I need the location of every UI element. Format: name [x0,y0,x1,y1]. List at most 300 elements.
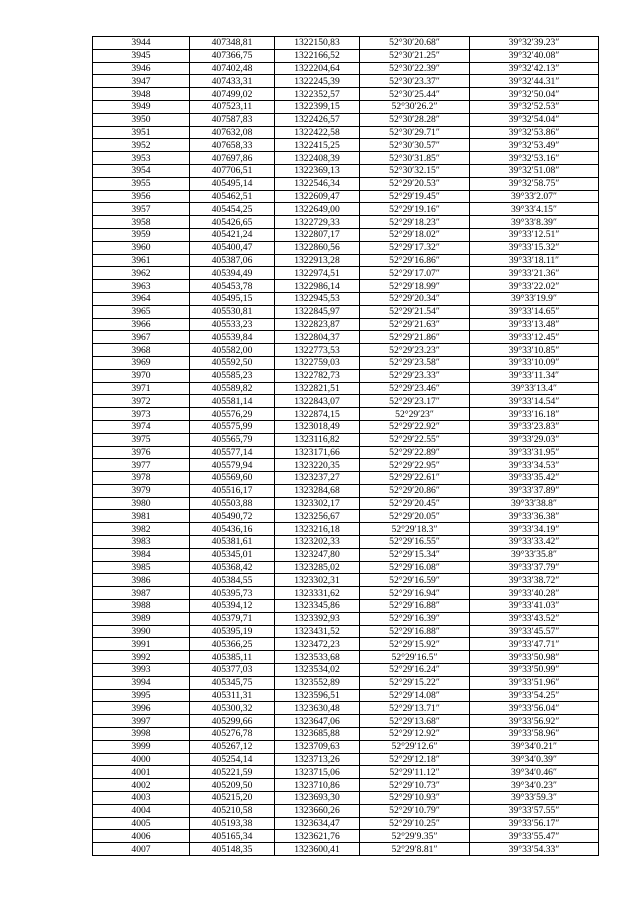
latitude-cell: 52°29′21.54″ [360,305,470,318]
point-number-cell: 3976 [93,446,190,459]
longitude-cell: 39°33′34.19″ [470,523,599,536]
coordinates-table [92,36,599,856]
point-number-cell: 3994 [93,676,190,689]
y-coordinate-cell: 1323392,93 [275,612,360,625]
latitude-cell: 52°29′20.34″ [360,292,470,305]
y-coordinate-cell: 1323220,35 [275,459,360,472]
latitude-cell: 52°29′17.32″ [360,241,470,254]
table-row [93,664,599,677]
point-number-cell: 3995 [93,689,190,702]
table-row [93,817,599,830]
longitude-cell: 39°33′22.02″ [470,280,599,293]
x-coordinate-cell: 407402,48 [190,62,275,75]
point-number-cell: 3946 [93,62,190,75]
y-coordinate-cell: 1322166,52 [275,49,360,62]
longitude-cell: 39°33′2.07″ [470,190,599,203]
point-number-cell: 3951 [93,126,190,139]
x-coordinate-cell: 405148,35 [190,843,275,856]
latitude-cell: 52°29′12.92″ [360,728,470,741]
latitude-cell: 52°29′16.55″ [360,536,470,549]
x-coordinate-cell: 405193,38 [190,817,275,830]
longitude-cell: 39°33′43.52″ [470,612,599,625]
latitude-cell: 52°29′22.92″ [360,420,470,433]
table-row [93,766,599,779]
table-row [93,548,599,561]
y-coordinate-cell: 1323431,52 [275,625,360,638]
longitude-cell: 39°32′50.04″ [470,88,599,101]
y-coordinate-cell: 1322821,51 [275,382,360,395]
longitude-cell: 39°33′29.03″ [470,433,599,446]
latitude-cell: 52°30′20.68″ [360,37,470,50]
latitude-cell: 52°29′16.88″ [360,600,470,613]
table-row [93,305,599,318]
point-number-cell: 4000 [93,753,190,766]
table-row [93,267,599,280]
x-coordinate-cell: 405592,50 [190,356,275,369]
y-coordinate-cell: 1322845,97 [275,305,360,318]
point-number-cell: 3945 [93,49,190,62]
point-number-cell: 3957 [93,203,190,216]
x-coordinate-cell: 405379,71 [190,612,275,625]
latitude-cell: 52°29′18.99″ [360,280,470,293]
point-number-cell: 3971 [93,382,190,395]
y-coordinate-cell: 1323715,06 [275,766,360,779]
table-row [93,779,599,792]
y-coordinate-cell: 1322874,15 [275,408,360,421]
y-coordinate-cell: 1322150,83 [275,37,360,50]
longitude-cell: 39°33′19.9″ [470,292,599,305]
point-number-cell: 3991 [93,638,190,651]
latitude-cell: 52°29′14.08″ [360,689,470,702]
y-coordinate-cell: 1323216,18 [275,523,360,536]
x-coordinate-cell: 407499,02 [190,88,275,101]
x-coordinate-cell: 405300,32 [190,702,275,715]
x-coordinate-cell: 405516,17 [190,484,275,497]
longitude-cell: 39°33′37.89″ [470,484,599,497]
longitude-cell: 39°33′59.3″ [470,792,599,805]
x-coordinate-cell: 405221,59 [190,766,275,779]
longitude-cell: 39°32′54.04″ [470,113,599,126]
longitude-cell: 39°34′0.39″ [470,753,599,766]
x-coordinate-cell: 405582,00 [190,344,275,357]
x-coordinate-cell: 407697,86 [190,152,275,165]
point-number-cell: 3986 [93,574,190,587]
y-coordinate-cell: 1323600,41 [275,843,360,856]
longitude-cell: 39°33′34.53″ [470,459,599,472]
table-row [93,625,599,638]
table-row [93,792,599,805]
point-number-cell: 3952 [93,139,190,152]
y-coordinate-cell: 1322974,51 [275,267,360,280]
latitude-cell: 52°29′10.73″ [360,779,470,792]
longitude-cell: 39°33′40.28″ [470,587,599,600]
x-coordinate-cell: 405395,19 [190,625,275,638]
table-row [93,728,599,741]
table-row [93,228,599,241]
table-row [93,344,599,357]
latitude-cell: 52°29′12.18″ [360,753,470,766]
x-coordinate-cell: 405503,88 [190,497,275,510]
longitude-cell: 39°33′36.38″ [470,510,599,523]
table-row [93,241,599,254]
longitude-cell: 39°33′56.04″ [470,702,599,715]
latitude-cell: 52°29′16.08″ [360,561,470,574]
x-coordinate-cell: 405368,42 [190,561,275,574]
longitude-cell: 39°33′38.8″ [470,497,599,510]
table-row [93,523,599,536]
y-coordinate-cell: 1322352,57 [275,88,360,101]
x-coordinate-cell: 405381,61 [190,536,275,549]
point-number-cell: 3974 [93,420,190,433]
coordinates-table-body [93,37,599,856]
y-coordinate-cell: 1323237,27 [275,472,360,485]
y-coordinate-cell: 1323256,67 [275,510,360,523]
y-coordinate-cell: 1322369,13 [275,164,360,177]
latitude-cell: 52°29′16.59″ [360,574,470,587]
y-coordinate-cell: 1322782,73 [275,369,360,382]
table-row [93,37,599,50]
longitude-cell: 39°33′15.32″ [470,241,599,254]
x-coordinate-cell: 405539,84 [190,331,275,344]
latitude-cell: 52°29′21.86″ [360,331,470,344]
longitude-cell: 39°33′41.03″ [470,600,599,613]
point-number-cell: 3988 [93,600,190,613]
y-coordinate-cell: 1323018,49 [275,420,360,433]
point-number-cell: 3973 [93,408,190,421]
y-coordinate-cell: 1323630,48 [275,702,360,715]
longitude-cell: 39°33′14.65″ [470,305,599,318]
x-coordinate-cell: 407658,33 [190,139,275,152]
y-coordinate-cell: 1322408,39 [275,152,360,165]
point-number-cell: 3967 [93,331,190,344]
y-coordinate-cell: 1323710,86 [275,779,360,792]
point-number-cell: 3959 [93,228,190,241]
table-row [93,689,599,702]
y-coordinate-cell: 1323647,06 [275,715,360,728]
y-coordinate-cell: 1323693,30 [275,792,360,805]
latitude-cell: 52°29′15.22″ [360,676,470,689]
table-row [93,331,599,344]
y-coordinate-cell: 1323533,68 [275,651,360,664]
table-row [93,164,599,177]
y-coordinate-cell: 1322804,37 [275,331,360,344]
x-coordinate-cell: 407523,11 [190,100,275,113]
latitude-cell: 52°30′25.44″ [360,88,470,101]
point-number-cell: 3998 [93,728,190,741]
y-coordinate-cell: 1323202,33 [275,536,360,549]
point-number-cell: 3947 [93,75,190,88]
y-coordinate-cell: 1323660,26 [275,804,360,817]
latitude-cell: 52°29′23.33″ [360,369,470,382]
latitude-cell: 52°30′26.2″ [360,100,470,113]
latitude-cell: 52°29′21.63″ [360,318,470,331]
point-number-cell: 4003 [93,792,190,805]
y-coordinate-cell: 1322649,00 [275,203,360,216]
latitude-cell: 52°29′13.71″ [360,702,470,715]
point-number-cell: 4007 [93,843,190,856]
latitude-cell: 52°29′23.17″ [360,395,470,408]
point-number-cell: 3981 [93,510,190,523]
longitude-cell: 39°34′0.46″ [470,766,599,779]
point-number-cell: 3956 [93,190,190,203]
x-coordinate-cell: 405267,12 [190,740,275,753]
latitude-cell: 52°29′16.94″ [360,587,470,600]
longitude-cell: 39°33′10.85″ [470,344,599,357]
latitude-cell: 52°29′16.88″ [360,625,470,638]
x-coordinate-cell: 405276,78 [190,728,275,741]
y-coordinate-cell: 1322426,57 [275,113,360,126]
x-coordinate-cell: 405394,49 [190,267,275,280]
point-number-cell: 3980 [93,497,190,510]
x-coordinate-cell: 407433,31 [190,75,275,88]
point-number-cell: 4005 [93,817,190,830]
table-row [93,497,599,510]
longitude-cell: 39°33′56.92″ [470,715,599,728]
longitude-cell: 39°33′50.98″ [470,651,599,664]
x-coordinate-cell: 405395,73 [190,587,275,600]
point-number-cell: 3948 [93,88,190,101]
latitude-cell: 52°29′22.95″ [360,459,470,472]
table-row [93,203,599,216]
y-coordinate-cell: 1323472,23 [275,638,360,651]
y-coordinate-cell: 1323171,66 [275,446,360,459]
x-coordinate-cell: 405576,29 [190,408,275,421]
table-row [93,638,599,651]
y-coordinate-cell: 1323713,26 [275,753,360,766]
table-row [93,395,599,408]
latitude-cell: 52°29′19.16″ [360,203,470,216]
point-number-cell: 4004 [93,804,190,817]
x-coordinate-cell: 405533,23 [190,318,275,331]
x-coordinate-cell: 405454,25 [190,203,275,216]
point-number-cell: 3949 [93,100,190,113]
longitude-cell: 39°34′0.23″ [470,779,599,792]
y-coordinate-cell: 1323552,89 [275,676,360,689]
longitude-cell: 39°33′54.33″ [470,843,599,856]
table-row [93,369,599,382]
x-coordinate-cell: 407706,51 [190,164,275,177]
x-coordinate-cell: 405345,01 [190,548,275,561]
y-coordinate-cell: 1322913,28 [275,254,360,267]
y-coordinate-cell: 1323534,02 [275,664,360,677]
x-coordinate-cell: 405387,06 [190,254,275,267]
x-coordinate-cell: 405426,65 [190,216,275,229]
y-coordinate-cell: 1322422,58 [275,126,360,139]
longitude-cell: 39°33′23.83″ [470,420,599,433]
y-coordinate-cell: 1322609,47 [275,190,360,203]
latitude-cell: 52°30′31.85″ [360,152,470,165]
latitude-cell: 52°29′18.23″ [360,216,470,229]
longitude-cell: 39°33′12.51″ [470,228,599,241]
latitude-cell: 52°29′20.45″ [360,497,470,510]
x-coordinate-cell: 405585,23 [190,369,275,382]
point-number-cell: 3977 [93,459,190,472]
y-coordinate-cell: 1322204,64 [275,62,360,75]
latitude-cell: 52°29′23.58″ [360,356,470,369]
table-row [93,651,599,664]
longitude-cell: 39°33′54.25″ [470,689,599,702]
table-row [93,702,599,715]
y-coordinate-cell: 1323621,76 [275,830,360,843]
table-row [93,587,599,600]
point-number-cell: 3989 [93,612,190,625]
longitude-cell: 39°33′58.96″ [470,728,599,741]
point-number-cell: 3954 [93,164,190,177]
point-number-cell: 4002 [93,779,190,792]
point-number-cell: 3968 [93,344,190,357]
longitude-cell: 39°33′47.71″ [470,638,599,651]
longitude-cell: 39°32′58.75″ [470,177,599,190]
latitude-cell: 52°29′23″ [360,408,470,421]
x-coordinate-cell: 405530,81 [190,305,275,318]
table-row [93,190,599,203]
y-coordinate-cell: 1322986,14 [275,280,360,293]
y-coordinate-cell: 1322807,17 [275,228,360,241]
latitude-cell: 52°29′11.12″ [360,766,470,779]
latitude-cell: 52°30′21.25″ [360,49,470,62]
x-coordinate-cell: 405215,20 [190,792,275,805]
table-row [93,318,599,331]
x-coordinate-cell: 405385,11 [190,651,275,664]
y-coordinate-cell: 1323302,31 [275,574,360,587]
table-row [93,100,599,113]
y-coordinate-cell: 1322415,25 [275,139,360,152]
longitude-cell: 39°33′55.47″ [470,830,599,843]
latitude-cell: 52°29′8.81″ [360,843,470,856]
y-coordinate-cell: 1323284,68 [275,484,360,497]
longitude-cell: 39°33′4.15″ [470,203,599,216]
point-number-cell: 3950 [93,113,190,126]
point-number-cell: 3992 [93,651,190,664]
longitude-cell: 39°33′50.99″ [470,664,599,677]
x-coordinate-cell: 405165,34 [190,830,275,843]
point-number-cell: 3963 [93,280,190,293]
x-coordinate-cell: 405495,15 [190,292,275,305]
y-coordinate-cell: 1322773,53 [275,344,360,357]
longitude-cell: 39°33′14.54″ [470,395,599,408]
y-coordinate-cell: 1322245,39 [275,75,360,88]
table-row [93,536,599,549]
x-coordinate-cell: 405462,51 [190,190,275,203]
longitude-cell: 39°33′37.79″ [470,561,599,574]
table-row [93,830,599,843]
longitude-cell: 39°33′57.55″ [470,804,599,817]
table-row [93,88,599,101]
longitude-cell: 39°33′10.09″ [470,356,599,369]
latitude-cell: 52°29′10.25″ [360,817,470,830]
longitude-cell: 39°33′33.42″ [470,536,599,549]
x-coordinate-cell: 405254,14 [190,753,275,766]
x-coordinate-cell: 405581,14 [190,395,275,408]
table-row [93,382,599,395]
longitude-cell: 39°33′56.17″ [470,817,599,830]
table-row [93,216,599,229]
table-row [93,459,599,472]
longitude-cell: 39°32′53.86″ [470,126,599,139]
latitude-cell: 52°29′12.6″ [360,740,470,753]
x-coordinate-cell: 405579,94 [190,459,275,472]
longitude-cell: 39°33′13.4″ [470,382,599,395]
table-row [93,420,599,433]
table-row [93,356,599,369]
x-coordinate-cell: 405421,24 [190,228,275,241]
latitude-cell: 52°29′18.02″ [360,228,470,241]
point-number-cell: 3975 [93,433,190,446]
x-coordinate-cell: 405377,03 [190,664,275,677]
x-coordinate-cell: 407366,75 [190,49,275,62]
point-number-cell: 3961 [93,254,190,267]
table-row [93,126,599,139]
x-coordinate-cell: 407632,08 [190,126,275,139]
x-coordinate-cell: 405210,58 [190,804,275,817]
point-number-cell: 3979 [93,484,190,497]
point-number-cell: 3966 [93,318,190,331]
latitude-cell: 52°29′20.53″ [360,177,470,190]
longitude-cell: 39°33′12.45″ [470,331,599,344]
latitude-cell: 52°29′13.68″ [360,715,470,728]
longitude-cell: 39°33′8.39″ [470,216,599,229]
latitude-cell: 52°30′30.57″ [360,139,470,152]
point-number-cell: 3962 [93,267,190,280]
y-coordinate-cell: 1323685,88 [275,728,360,741]
y-coordinate-cell: 1322843,07 [275,395,360,408]
latitude-cell: 52°29′16.24″ [360,664,470,677]
x-coordinate-cell: 405569,60 [190,472,275,485]
latitude-cell: 52°29′23.46″ [360,382,470,395]
x-coordinate-cell: 405345,75 [190,676,275,689]
point-number-cell: 4006 [93,830,190,843]
point-number-cell: 3970 [93,369,190,382]
point-number-cell: 3955 [93,177,190,190]
latitude-cell: 52°29′17.07″ [360,267,470,280]
table-row [93,676,599,689]
latitude-cell: 52°29′16.39″ [360,612,470,625]
table-row [93,49,599,62]
table-row [93,753,599,766]
x-coordinate-cell: 405565,79 [190,433,275,446]
point-number-cell: 3983 [93,536,190,549]
longitude-cell: 39°33′18.11″ [470,254,599,267]
table-row [93,740,599,753]
y-coordinate-cell: 1323331,62 [275,587,360,600]
x-coordinate-cell: 405384,55 [190,574,275,587]
latitude-cell: 52°29′20.86″ [360,484,470,497]
x-coordinate-cell: 405577,14 [190,446,275,459]
y-coordinate-cell: 1322945,53 [275,292,360,305]
latitude-cell: 52°29′18.3″ [360,523,470,536]
longitude-cell: 39°32′44.31″ [470,75,599,88]
point-number-cell: 3984 [93,548,190,561]
latitude-cell: 52°30′29.71″ [360,126,470,139]
table-row [93,177,599,190]
point-number-cell: 3972 [93,395,190,408]
table-row [93,254,599,267]
longitude-cell: 39°33′38.72″ [470,574,599,587]
y-coordinate-cell: 1323116,82 [275,433,360,446]
point-number-cell: 3990 [93,625,190,638]
latitude-cell: 52°29′22.89″ [360,446,470,459]
point-number-cell: 3999 [93,740,190,753]
point-number-cell: 4001 [93,766,190,779]
table-row [93,280,599,293]
latitude-cell: 52°29′20.05″ [360,510,470,523]
point-number-cell: 3985 [93,561,190,574]
table-row [93,510,599,523]
x-coordinate-cell: 405575,99 [190,420,275,433]
x-coordinate-cell: 405400,47 [190,241,275,254]
x-coordinate-cell: 405209,50 [190,779,275,792]
point-number-cell: 3978 [93,472,190,485]
